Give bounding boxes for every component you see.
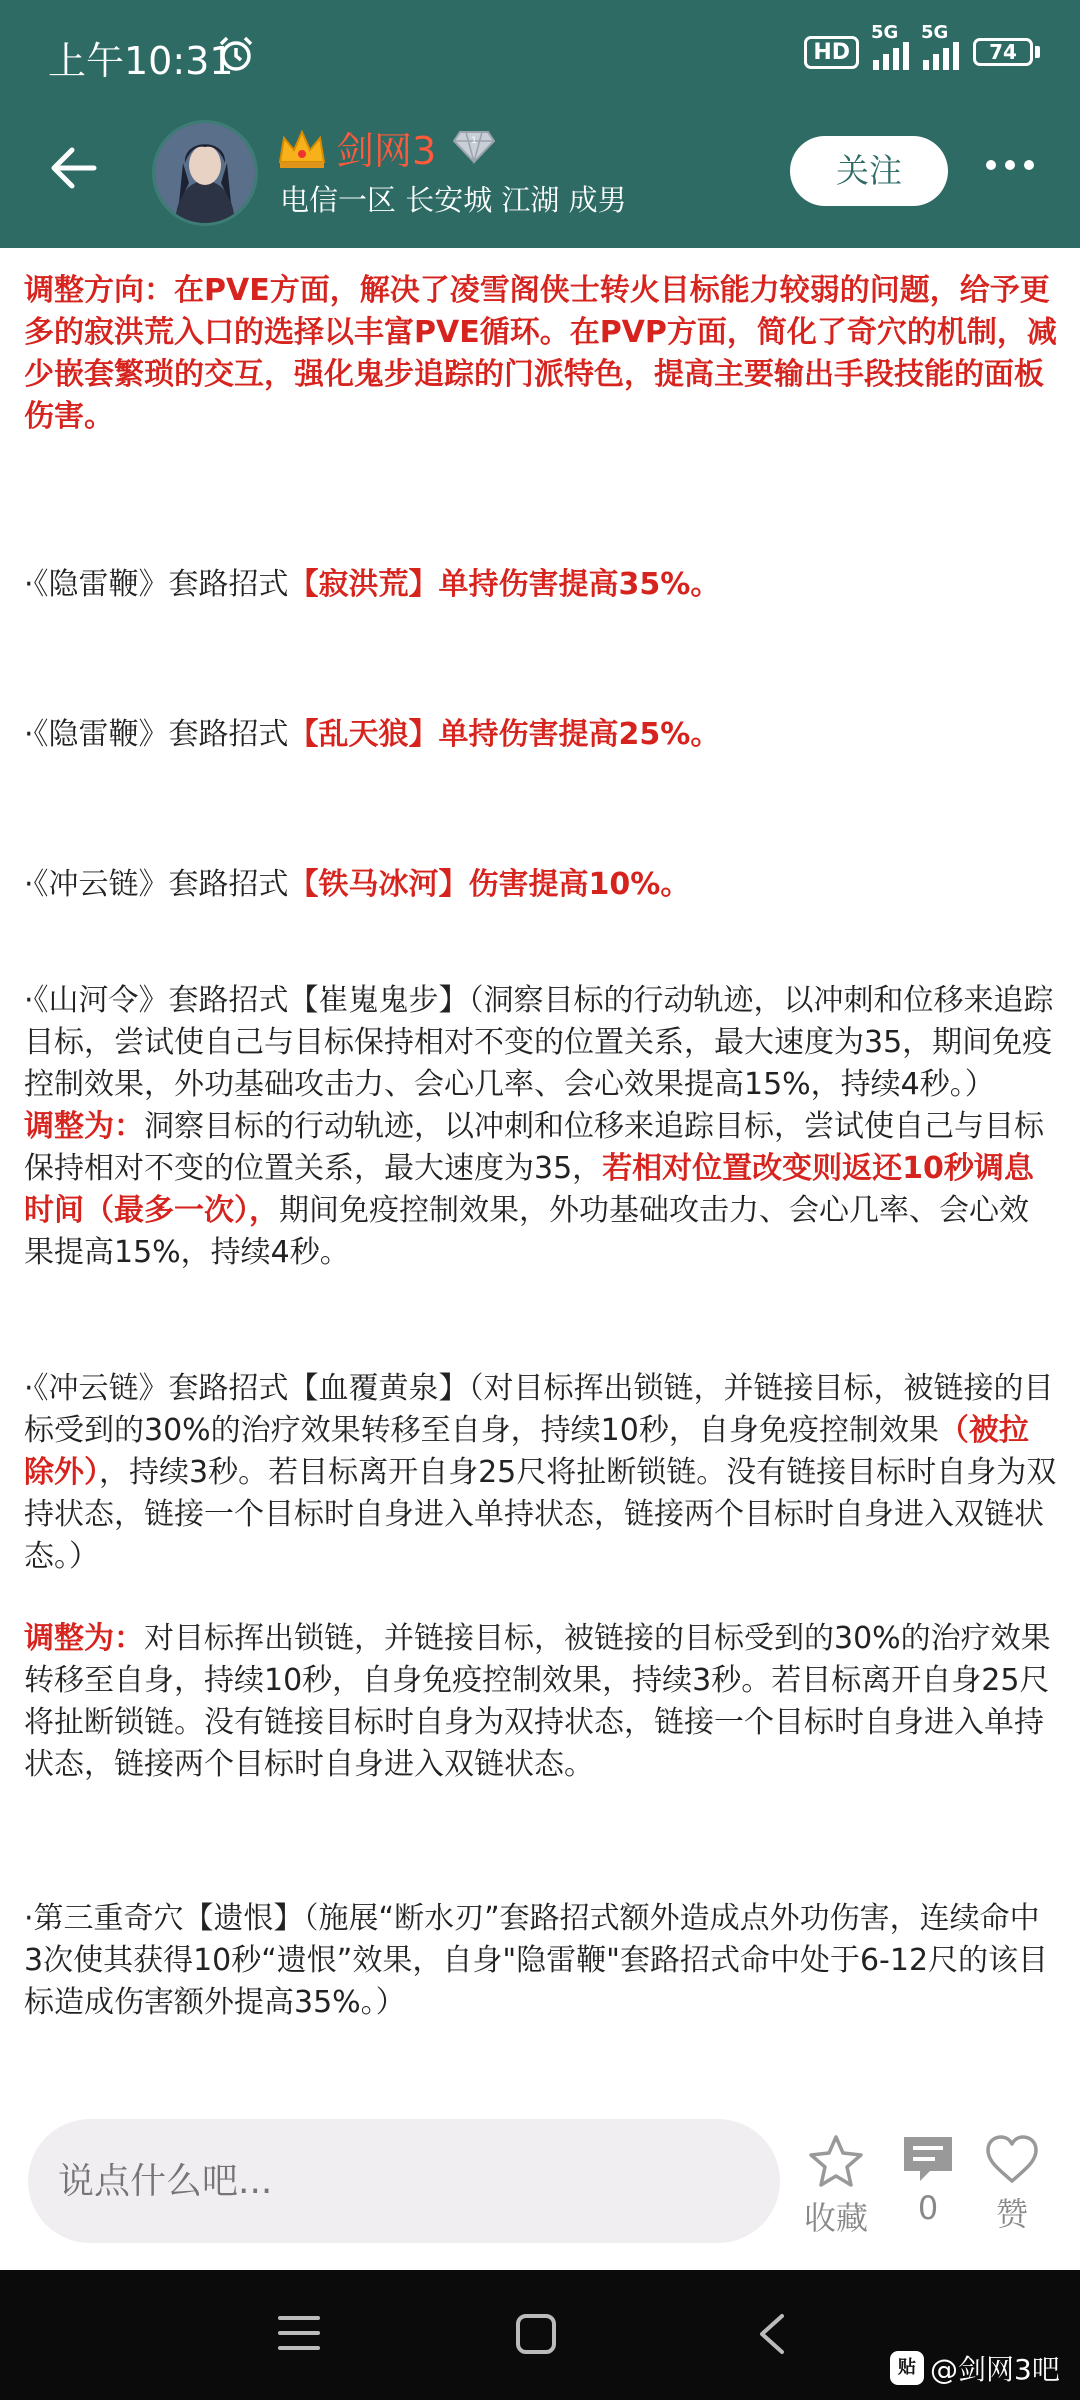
comment-button[interactable]	[900, 2133, 956, 2227]
hd-badge: HD	[804, 36, 859, 69]
change-item-1: ·《隐雷鞭》套路招式【寂洪荒】单持伤害提高35%。	[24, 567, 721, 602]
watermark-text: @剑网3吧	[930, 2353, 1060, 2386]
change-item-5-adjust: 调整为：对目标挥出锁链，并链接目标，被链接的目标受到的30%的治疗效果转移至自身，持续10秒，自身免疫控制效果，持续3秒。若目标离开自身25尺将扯断锁链。没有链接目标时自身为双持状态，链接一个目标时自身进入单持状态，链接两个目标时自身进入双链状态。	[24, 1621, 1051, 1782]
bottom-action-bar	[0, 2105, 1080, 2270]
user-subtitle: 电信一区 长安城 江湖 成男	[280, 183, 627, 217]
intro-paragraph: 调整方向：在PVE方面，解决了凌雪阁侠士转火目标能力较弱的问题，给予更多的寂洪荒入口的选择以丰富PVE循环。在PVP方面，简化了奇穴的机制，减少嵌套繁琐的交互，强化鬼步追踪的门派特色，提高主要输出手段技能的面板伤害。	[24, 273, 1057, 434]
favorite-button[interactable]	[804, 2133, 868, 2239]
change-item-6: ·第三重奇穴【遗恨】（施展“断水刃”套路招式额外造成点外功伤害，连续命中3次使其获得10秒“遗恨”效果，自身"隐雷鞭"套路招式命中处于6-12尺的该目标造成伤害额外提高35%。）	[24, 1901, 1049, 2020]
tieba-logo-icon: 贴	[890, 2351, 924, 2385]
battery-icon	[973, 38, 1040, 66]
watermark	[890, 2348, 1060, 2388]
comment-icon	[900, 2133, 956, 2185]
menu-nav-icon[interactable]	[276, 2312, 322, 2358]
svg-text:1: 1	[471, 136, 477, 146]
back-nav-icon[interactable]	[756, 2312, 788, 2360]
post-content	[24, 270, 1058, 2024]
alarm-icon	[216, 34, 256, 78]
follow-button[interactable]: 关注	[790, 136, 948, 206]
home-nav-icon[interactable]	[514, 2312, 558, 2360]
star-icon	[807, 2133, 865, 2189]
change-item-5: ·《冲云链》套路招式【血覆黄泉】（对目标挥出锁链，并链接目标，被链接的目标受到的30%的治疗效果转移至自身，持续10秒，自身免疫控制效果（被拉除外），持续3秒。若目标离开自身25尺将扯断锁链。没有链接目标时自身为双持状态，链接一个目标时自身进入单持状态，链接两个目标时自身进入双链状态。）	[24, 1371, 1057, 1574]
comment-input[interactable]	[28, 2119, 780, 2243]
heart-icon	[984, 2133, 1040, 2185]
like-button[interactable]	[984, 2133, 1040, 2235]
diamond-icon	[452, 128, 496, 168]
change-item-3: ·《冲云链》套路招式【铁马冰河】伤害提高10%。	[24, 867, 691, 902]
comment-box[interactable]	[28, 2119, 780, 2243]
status-time: 上午10:31	[48, 39, 234, 83]
battery-level: 74	[973, 38, 1033, 66]
signal-icon: 5G	[873, 34, 909, 70]
favorite-label: 收藏	[804, 2199, 869, 2237]
back-arrow-icon[interactable]	[50, 146, 98, 194]
more-icon[interactable]	[986, 160, 1034, 170]
signal-icon-2: 5G	[923, 34, 959, 70]
status-indicators	[804, 22, 1040, 70]
comment-count: 0	[917, 2189, 939, 2227]
change-item-2: ·《隐雷鞭》套路招式【乱天狼】单持伤害提高25%。	[24, 717, 721, 752]
top-header	[0, 0, 1080, 248]
avatar[interactable]	[152, 120, 258, 226]
crown-icon	[276, 128, 328, 174]
change-item-4-adjust: 调整为：洞察目标的行动轨迹，以冲刺和位移来追踪目标，尝试使自己与目标保持相对不变的位置关系，最大速度为35，若相对位置改变则返还10秒调息时间（最多一次），期间免疫控制效果，外功基础攻击力、会心几率、会心效果提高15%，持续4秒。	[24, 1109, 1044, 1270]
username[interactable]: 剑网3	[336, 129, 437, 173]
change-item-4: ·《山河令》套路招式【崔嵬鬼步】（洞察目标的行动轨迹，以冲刺和位移来追踪目标，尝试使自己与目标保持相对不变的位置关系，最大速度为35，期间免疫控制效果，外功基础攻击力、会心几率、会心效果提高15%，持续4秒。）	[24, 983, 1054, 1102]
like-label: 赞	[995, 2195, 1028, 2233]
